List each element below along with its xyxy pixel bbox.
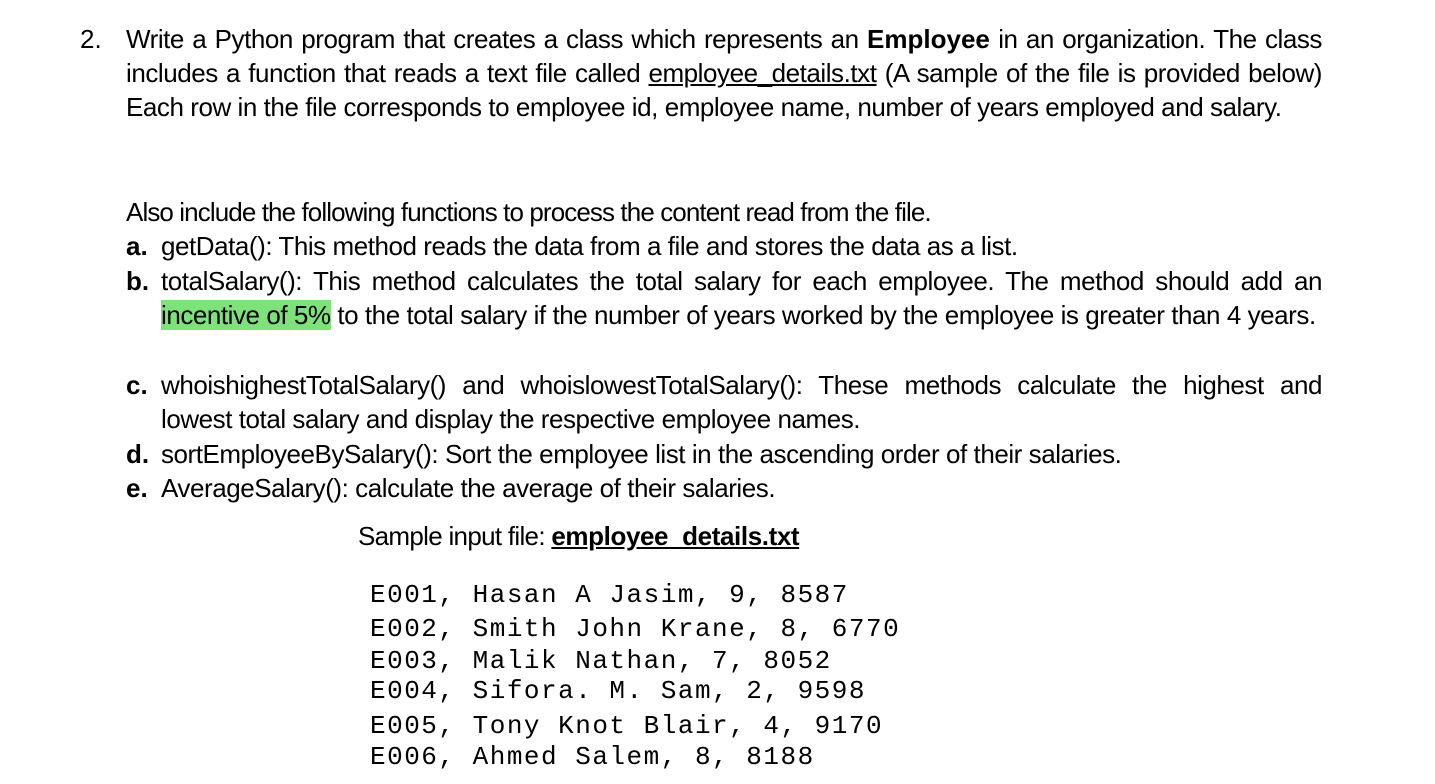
- file-name-reference: employee_details.txt: [648, 58, 877, 88]
- list-item-letter: e.: [126, 473, 148, 503]
- question-text-start: Write a Python program that creates a class which represents an: [126, 24, 868, 54]
- sample-file-name: employee_details.txt: [551, 521, 800, 551]
- list-item-text: sortEmployeeBySalary(): Sort the employee list in the ascending order of their salaries.: [161, 439, 1122, 469]
- sample-caption-label: Sample input file:: [358, 521, 552, 551]
- sample-caption: [358, 519, 799, 553]
- list-item-text-end: to the total salary if the number of years worked by the employee is greater than 4 years.: [330, 300, 1316, 330]
- list-item-text: whoishighestTotalSalary() and whoislowestTotalSalary(): These methods calculate the highest and lowest total salary and display the respective employee names.: [161, 370, 1322, 434]
- sample-line: E003, Malik Nathan, 7, 8052: [370, 646, 832, 676]
- question-paragraph: [126, 22, 1322, 124]
- highlighted-incentive: incentive of 5%: [161, 300, 331, 330]
- list-item-letter: d.: [126, 439, 150, 469]
- list-item-letter: a.: [126, 231, 148, 261]
- question-text-middle: in an organization. The class includes a function that reads a text file called: [126, 24, 1322, 88]
- sample-line: E004, Sifora. M. Sam, 2, 9598: [370, 676, 866, 706]
- list-item-letter: c.: [126, 370, 148, 400]
- question-text-end: (A sample of the file is provided below) Each row in the file corresponds to employee id, employee name, number of years employed and salary.: [126, 58, 1322, 122]
- sample-line: E002, Smith John Krane, 8, 6770: [370, 614, 901, 644]
- list-item-text-start: totalSalary(): This method calculates the total salary for each employee. The method should add an: [161, 266, 1322, 296]
- list-item-text: getData(): This method reads the data from a file and stores the data as a list.: [161, 231, 1018, 261]
- employee-bold-term: Employee: [867, 24, 990, 54]
- list-item-text: AverageSalary(): calculate the average of their salaries.: [161, 473, 776, 503]
- list-item-letter: b.: [126, 266, 150, 296]
- question-number: 2.: [80, 24, 102, 54]
- sample-line: E006, Ahmed Salem, 8, 8188: [370, 742, 815, 772]
- list-item-text: [161, 264, 1322, 332]
- sample-line: E001, Hasan A Jasim, 9, 8587: [370, 580, 849, 610]
- sample-line: E005, Tony Knot Blair, 4, 9170: [370, 711, 884, 741]
- functions-intro: Also include the following functions to process the content read from the file.: [126, 197, 931, 227]
